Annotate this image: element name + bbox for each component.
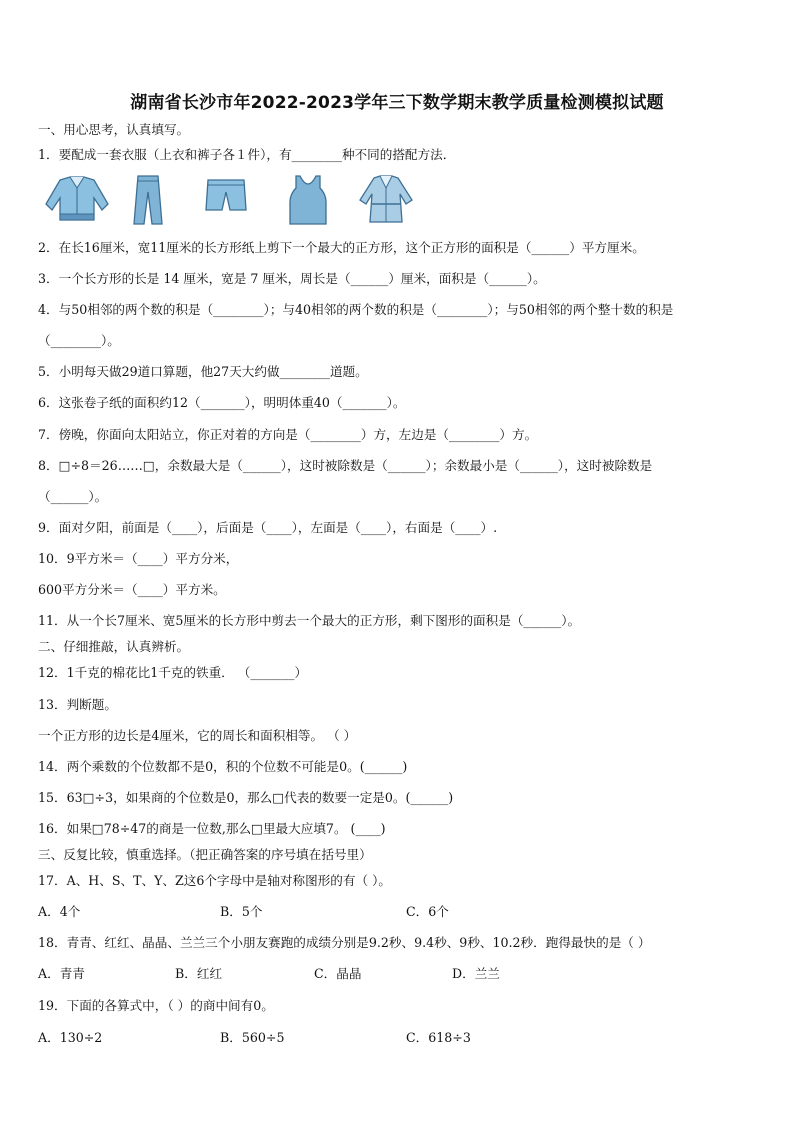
q17-option-b: B．5个 — [220, 904, 263, 919]
q18-option-c: C．晶晶 — [314, 966, 362, 981]
q18-option-a: A．青青 — [38, 966, 85, 981]
question-4-line-1: 4．与50相邻的两个数的积是（________）；与40相邻的两个数的积是（________）；与50相邻的两个整十数的积是 — [38, 302, 674, 317]
question-17: 17．A、H、S、T、Y、Z这6个字母中是轴对称图形的有（ ）。 — [38, 873, 391, 888]
question-3: 3．一个长方形的长是 14 厘米，宽是 7 厘米，周长是（______）厘米，面积是（______）。 — [38, 271, 546, 286]
question-4-line-2: （________）。 — [38, 333, 120, 348]
question-10-line-2: 600平方分米＝（____）平方米。 — [38, 582, 226, 597]
question-2: 2．在长16厘米，宽11厘米的长方形纸上剪下一个最大的正方形，这个正方形的面积是（______）平方厘米。 — [38, 240, 645, 255]
q18-option-b: B．红红 — [175, 966, 223, 981]
question-13: 13．判断题。 — [38, 697, 117, 712]
question-8-line-2: （______）。 — [38, 489, 108, 504]
shorts-icon — [204, 174, 248, 214]
question-16: 16．如果□78÷47的商是一位数,那么□里最大应填7。 (____) — [38, 821, 386, 836]
section-2-heading: 二、仔细推敲，认真辨析。 — [38, 639, 190, 654]
question-7: 7．傍晚，你面向太阳站立，你正对着的方向是（________）方，左边是（________）方。 — [38, 427, 538, 442]
q18-option-d: D．兰兰 — [452, 966, 500, 981]
question-1: 1．要配成一套衣服（上衣和裤子各１件），有________种不同的搭配方法． — [38, 147, 456, 162]
question-13-statement: 一个正方形的边长是4厘米，它的周长和面积相等。 （ ） — [38, 728, 357, 743]
vest-icon — [286, 174, 330, 226]
question-19: 19．下面的各算式中，（ ）的商中间有0。 — [38, 998, 274, 1013]
pants-icon — [128, 174, 168, 226]
question-11: 11．从一个长7厘米、宽5厘米的长方形中剪去一个最大的正方形，剩下图形的面积是（______）。 — [38, 613, 581, 628]
question-6: 6．这张卷子纸的面积约12（_______），明明体重40（_______）。 — [38, 395, 406, 410]
question-10-line-1: 10．9平方米＝（____）平方分米， — [38, 551, 239, 566]
question-18: 18．青青、红红、晶晶、兰兰三个小朋友赛跑的成绩分别是9.2秒、9.4秒、9秒、10.2秒．跑得最快的是（ ） — [38, 935, 651, 950]
q19-option-c: C．618÷3 — [406, 1030, 471, 1045]
section-3-heading: 三、反复比较，慎重选择。（把正确答案的序号填在括号里） — [38, 847, 372, 862]
coat-icon — [356, 174, 416, 224]
question-15: 15．63□÷3，如果商的个位数是0，那么□代表的数要一定是0。(______) — [38, 790, 454, 805]
page-title: 湖南省长沙市年2022-2023学年三下数学期末教学质量检测模拟试题 — [130, 93, 664, 113]
q17-option-a: A．4个 — [38, 904, 81, 919]
question-14: 14．两个乘数的个位数都不是0，积的个位数不可能是0。(______) — [38, 759, 408, 774]
question-8-line-1: 8．□÷8＝26……□，余数最大是（______），这时被除数是（______）；余数最小是（______），这时被除数是 — [38, 458, 653, 473]
question-12: 12．1千克的棉花比1千克的铁重． （_______） — [38, 665, 308, 680]
section-1-heading: 一、用心思考，认真填写。 — [38, 122, 190, 137]
question-9: 9．面对夕阳，前面是（____），后面是（____），左面是（____），右面是（____）. — [38, 520, 498, 535]
clothing-figure — [38, 174, 418, 226]
jacket-icon — [40, 174, 114, 224]
q19-option-a: A．130÷2 — [38, 1030, 103, 1045]
q17-option-c: C．6个 — [406, 904, 449, 919]
q19-option-b: B．560÷5 — [220, 1030, 285, 1045]
question-5: 5．小明每天做29道口算题，他27天大约做________道题。 — [38, 364, 368, 379]
